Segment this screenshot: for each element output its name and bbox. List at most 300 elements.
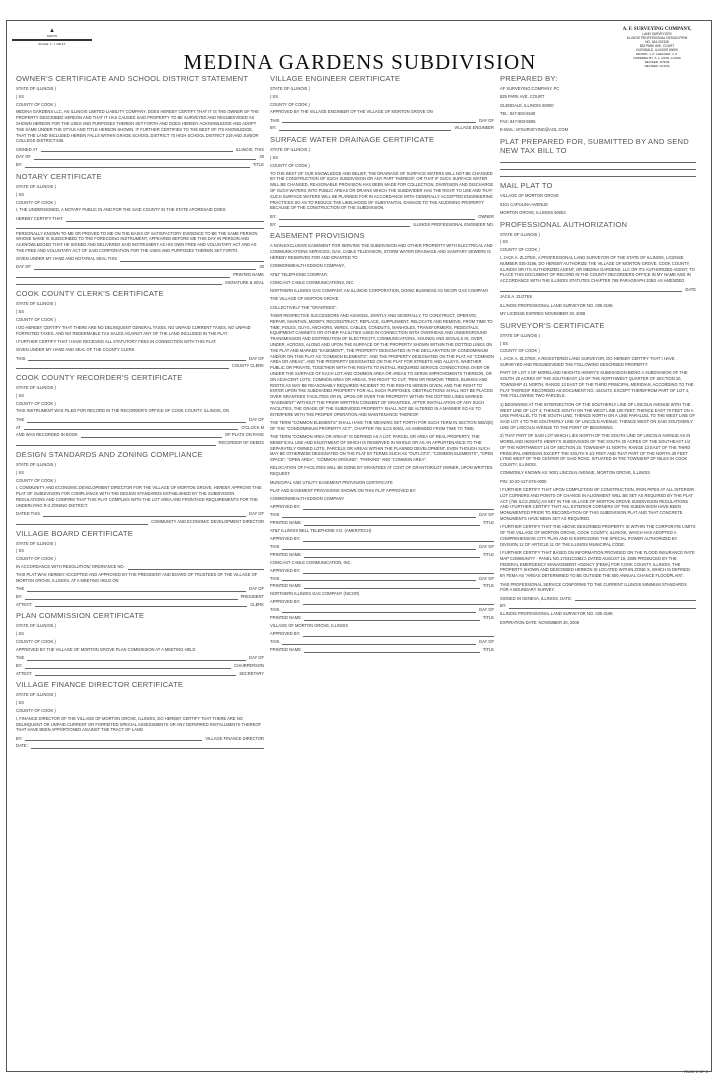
line-label: STATE OF ILLINOIS ) (16, 184, 56, 190)
signature-line (16, 462, 264, 468)
line-caption: DAY OF (479, 638, 494, 644)
signature-line (16, 385, 264, 391)
line-label: SIGNED AT (16, 146, 38, 152)
line-label: COUNTY OF COOK ) (16, 199, 56, 205)
certificate-text: TO THE BEST OF OUR KNOWLEDGE AND BELIEF, THE DRAINAGE OF SURFACE WATERS WILL NOT BE CHANGED BY THE CONSTRUCTION OF SUCH SUBDIVISION OR ANY PART THEREOF, OR THAT IF SUCH SURFACE WATER WILL BE CHANGED, REASONABLE PROVISION HAS BEEN MADE FOR COLLECTION, DIVERSION AND DISCHARGE OF SUCH WATERS INTO PUBLIC AREAS OR DRAINS WHICH THE SUBDIVIDER HAS THE RIGHT TO USE AND THAT SUCH SURFACE WATERS WILL BE PLANNED FOR IN ACCORDANCE WITH GENERALLY ACCEPTED ENGINEERING PRACTICES SO AS TO REDUCE THE LIKELIHOOD OF SUBSTANTIAL DAMAGE TO THE ADJOINING PROPERTY BECAUSE OF THE CONSTRUCTION OF THE SUBDIVISION. (270, 170, 494, 211)
line-label: STATE OF ILLINOIS ) (16, 623, 56, 629)
line-label: THIS (270, 607, 280, 613)
certificate-text: I FURTHER CERTIFY THAT THE ABOVE DESCRIBED PROPERTY IS WITHIN THE CORPORATE LIMITS OF THE VILLAGE OF MORTON GROVE, COOK COUNTY, ILLINOIS, WHICH HAS ADOPTED A COMPREHENSIVE CITY PLAN AND IS EXERCISING THE SPECIAL POWER AUTHORIZED BY DIVISION 12 OF ARTICLE 11 OF THE ILLINOIS MUNICIPAL CODE. (500, 524, 696, 547)
line-label: COUNTY OF COOK ) (16, 101, 56, 107)
certificate-section (16, 529, 264, 608)
certificate-text: COLLECTIVELY THE "GRANTEES". (270, 304, 338, 310)
blank-fill-line (27, 587, 246, 592)
line-label: ) SS (16, 392, 24, 398)
signature-line (270, 639, 494, 645)
blank-fill-line (66, 217, 264, 222)
line-caption: DAY OF (249, 511, 264, 517)
certificate-text: I, JACK A. ZLOTEK, A PROFESSIONAL LAND SURVEYOR OF THE STATE OF ILLINOIS, LICENSE NUMBER 035-3196, DO HEREBY AUTHORIZE THE VILLAGE OF MORTON GROVE, COOK COUNTY, ILLINOIS OR ITS AUTHORIZED AGENT, OR MEDINA GARDENS, LLC OR ITS AUTHORIZED AGENT, TO PLACE THIS DOCUMENT OF RECORD IN THE COUNTY RECORDERS OFFICE IN MY NAME AND IN ACCORDANCE WITH THE ILLINOIS STATUTES CHAPTER 765 PARAGRAPH 205/2 AS AMENDED. (500, 255, 695, 284)
line-label: BY: (270, 221, 277, 227)
north-arrow-icon: ▲ (49, 28, 55, 34)
certificate-text: 6101 CAPULINA AVENUE (500, 201, 548, 207)
signature-line (270, 544, 494, 550)
certificate-text: AT&T TELEPHONE COMPANY, (270, 271, 329, 277)
signature-line (16, 147, 264, 153)
line-label: THE (16, 585, 25, 591)
line-caption: OF PLATS ON PAGE (225, 432, 264, 438)
blank-fill-line (43, 512, 246, 517)
firm-name: A. F. SURVEYING COMPANY, (622, 27, 692, 32)
line-label: THIS (16, 355, 26, 361)
line-label: ) SS (270, 155, 278, 161)
line-label: THIS (270, 117, 280, 123)
signature-line (500, 247, 696, 253)
line-label: COUNTY OF COOK ) (270, 162, 310, 168)
signature-line (500, 287, 696, 293)
certificate-text: I FURTHER CERTIFY THAT I HAVE RECEIVED ALL STATUTORY FEES IN CONNECTION WITH THIS PLAT. (16, 338, 217, 344)
line-label: ) SS (16, 700, 24, 706)
signature-line (16, 671, 264, 677)
signature-line (500, 348, 696, 354)
line-caption: PRINTED NAME (233, 271, 264, 277)
signature-line (16, 631, 264, 637)
blank-fill-line (16, 273, 230, 278)
certificate-text: 825 PARK AVE. COURT (500, 94, 545, 100)
section-title: MAIL PLAT TO (500, 181, 553, 191)
certificate-text: NORTHERN ILLINOIS GAS COMPANY, AN ILLINOIS CORPORATION, DOING BUSINESS AS NICOR GAS COMPANY (270, 288, 489, 294)
line-label: ) SS (500, 239, 508, 245)
line-label: APPROVED BY: (270, 504, 301, 510)
line-caption: RECORDER OF DEEDS (218, 440, 264, 446)
section-title: VILLAGE ENGINEER CERTIFICATE (270, 74, 401, 83)
line-caption: SIGNATURE & SEAL (224, 279, 264, 285)
signature-line (16, 154, 264, 160)
certificate-text: THE TERM "COMMON AREA OR AREAS" IS DEFINED AS A LOT, PARCEL OR AREA OF REAL PROPERTY, THE BENEFICIAL USE AND ENJOYMENT OF WHICH IS RESERVED IN WHOLE OR AS AN APPURTENANCE TO THE SEPARATELY OWNED LOTS, PARCELS OR AREAS WITHIN THE PLANNED DEVELOPMENT, EVEN THOUGH SUCH MAY BE OTHERWISE DESIGNATED ON THE PLAT BY TERMS SUCH AS "OUTLOTS", "COMMON ELEMENTS", "OPEN SPACE", "OPEN AREA", "COMMON GROUND", "PARKING" AND "COMMON AREA". (270, 433, 494, 463)
certificate-text: COMMONWEALTH EDISON COMPANY, (270, 263, 345, 269)
blank-fill-line (35, 671, 236, 676)
signature-line (16, 280, 264, 286)
line-label: DATED THIS (16, 511, 40, 517)
line-caption: TITLE (482, 646, 494, 652)
signature-line (270, 155, 494, 161)
blank-fill-line (31, 744, 264, 749)
firm-info-line: NO. 184-002345 (645, 40, 669, 44)
section-title: OWNER'S CERTIFICATE AND SCHOOL DISTRICT STATEMENT (16, 74, 249, 83)
line-label: PRINTED NAME (270, 583, 301, 589)
line-label: BY: (500, 603, 507, 609)
signature-line (16, 602, 264, 608)
north-label: NORTH (46, 34, 58, 38)
line-caption: DAY OF (249, 655, 264, 660)
certificate-text: RELOCATION OF FACILITIES WILL BE DONE BY GRANTEES AT COST OF GRANTOR/LOT OWNER, UPON WRITTEN REQUEST. (270, 465, 493, 477)
column-middle (270, 70, 494, 657)
line-label: DATE: (16, 743, 28, 749)
certificate-text: I, THE UNDERSIGNED, A NOTARY PUBLIC IN AND FOR THE SAID COUNTY IN THE STATE AFORESAID DOES (16, 207, 226, 213)
line-caption: TITLE (482, 583, 494, 589)
line-label: THIS (270, 638, 280, 644)
certificate-section (270, 231, 494, 652)
line-label: THE (16, 416, 25, 422)
line-label: ) SS (270, 93, 278, 99)
line-caption: TITLE (482, 520, 494, 526)
line-label: BY: (270, 125, 277, 131)
certificate-text: ILLINOIS PROFESSIONAL LAND SURVEYOR NO. 035-3196 (500, 611, 613, 617)
certificate-text: A NON-EXCLUSIVE EASEMENT FOR SERVING THE SUBDIVISION AND OTHER PROPERTY WITH ELECTRICAL AND COMMUNICATIONS SERVICES, GAS, CABLE TELEVISION, STORM WATER DRAINAGE AND SANITARY SEWERS IS HEREBY RESERVED FOR AND GRANTED TO (270, 243, 493, 260)
certificate-section (500, 74, 696, 133)
certificate-text: COMMONLY KNOWN AS: 9001 LINCOLN AVENUE, MORTON GROVE, ILLINOIS (500, 470, 650, 476)
signature-line (16, 102, 264, 108)
signature-line (16, 478, 264, 484)
line-label: PRINTED NAME (270, 615, 301, 621)
section-title: PREPARED BY: (500, 74, 558, 83)
certificate-text: MUNICIPAL AND UTILITY EASEMENT PROVISION CERTIFICATE (270, 479, 393, 485)
signature-line (270, 599, 494, 605)
certificate-text: THEIR RESPECTIVE SUCCESSORS AND ASSIGNS, JOINTLY AND SEVERALLY, TO CONSTRUCT, OPERATE, REPAIR, MAINTAIN, MODIFY, RECONSTRUCT, REPLACE, SUPPLEMENT, RELOCATE AND REMOVE, FROM TIME TO TIME, POLES, GUYS, ANCHORS, WIRES, CABLES, CONDUITS, MANHOLES, TRANSFORMERS, PEDESTALS, EQUIPMENT CABINETS OR OTHER FACILITIES USED IN CONNECTION WITH OVERHEAD AND UNDERGROUND TRANSMISSION AND DISTRIBUTION OF ELECTRICITY, COMMUNICATIONS, SOUNDS AND SIGNALS IN, OVER, UNDER, ACROSS, ALONG AND UPON THE SURFACE OF THE PROPERTY SHOWN WITHIN THE DOTTED LINES ON THE PLAT AND MARKED "EASEMENT", THE PROPERTY DESIGNATED IN THE DECLARATION OF CONDOMINIUM AND/OR ON THIS PLAT AS "COMMON ELEMENTS", AND THE PROPERTY DESIGNATED ON THE PLAT AS "COMMON AREA OR AREAS", AND THE PROPERTY DESIGNATED ON THE PLAT FOR STREETS AND ALLEYS, WHETHER PUBLIC OR PRIVATE, TOGETHER WITH THE RIGHTS TO INSTALL REQUIRED SERVICE CONNECTIONS OVER OR UNDER THE SURFACE OF EACH LOT AND COMMON AREA OR AREAS TO SERVE IMPROVEMENTS THEREON, OR ON ADJACENT LOTS, COMMON AREA OR AREAS, THE RIGHT TO CUT, TRIM OR REMOVE TREES, BUSHES AND ROOTS AS MAY BE REASONABLY REQUIRED INCIDENT TO THE RIGHTS HEREIN GIVEN, AND THE RIGHT TO ENTER UPON THE SUBDIVIDED PROPERTY FOR ALL SUCH PURPOSES. OBSTRUCTIONS SHALL NOT BE PLACED OVER GRANTEES' FACILITIES OR IN, UPON OR OVER THE PROPERTY WITHIN THE DOTTED LINES MARKED "EASEMENT" WITHOUT THE PRIOR WRITTEN CONSENT OF GRANTEES. AFTER INSTALLATION OF ANY SUCH FACILITIES, THE GRADE OF THE SUBDIVIDED PROPERTY SHALL NOT BE ALTERED IN A MANNER SO AS TO INTERFERE WITH THE PROPER OPERATION AND MAINTENANCE THEREOF. (270, 313, 494, 417)
certificate-text: I FURTHER CERTIFY THAT BASED ON INFORMATION PROVIDED ON THE FLOOD INSURANCE RATE MAP COMMUNITY - PANEL NO.17031C0382J, DATED AUGUST 19, 2008 PRODUCED BY THE FEDERAL EMERGENCY MANAGEMENT AGENCY (FEMA) FOR COOK COUNTY, ILLINOIS, THE PROPERTY SHOWN AND DESCRIBED HEREON IS LOCATED WITHIN ZONE X, WHICH IS DEFINED BY FEMA AS "AREAS DETERMINED TO BE OUTSIDE THE 500 ANNUAL CHANCE FLOODPLAIN". (500, 550, 695, 579)
signature-line (270, 214, 494, 220)
line-caption: 20 (259, 154, 264, 160)
line-label: BY: (16, 593, 23, 599)
signature-line (16, 700, 264, 706)
line-label: STATE OF ILLINOIS ) (16, 301, 56, 307)
line-label: ATTEST: (16, 601, 33, 607)
blank-fill-line (304, 521, 480, 526)
line-label: STATE OF ILLINOIS ) (270, 147, 310, 153)
line-caption: DAY OF (249, 416, 264, 422)
section-title: SURFACE WATER DRAINAGE CERTIFICATE (270, 135, 435, 145)
signature-line (16, 401, 264, 407)
signature-line (16, 94, 264, 100)
section-title: NOTARY CERTIFICATE (16, 172, 102, 182)
line-label: COUNTY OF COOK ) (16, 400, 56, 406)
line-caption: ILLINOIS, THIS (235, 146, 264, 152)
blank-fill-line (16, 520, 148, 525)
line-caption: O'CLOCK M (241, 424, 264, 430)
signature-line (500, 172, 696, 177)
certificate-section (16, 172, 264, 285)
line-label: COUNTY OF COOK ) (16, 477, 56, 483)
signature-line (270, 102, 494, 108)
line-caption: OWNER (478, 213, 494, 219)
line-label: PRINTED NAME (270, 551, 301, 557)
signature-line (270, 615, 494, 621)
line-label: PRINTED NAME (270, 520, 301, 526)
signature-line (16, 736, 264, 742)
blank-fill-line (28, 356, 246, 361)
blank-fill-line (282, 608, 476, 613)
blank-fill-line (34, 265, 257, 270)
line-label: THIS (270, 543, 280, 549)
certificate-section (16, 373, 264, 446)
line-label: COUNTY OF COOK ) (16, 556, 56, 562)
scale-bar (12, 39, 92, 41)
line-label: BY: (16, 735, 23, 741)
line-label: STATE OF ILLINOIS ) (16, 461, 56, 467)
sheet-number: PAGE 2 OF 2 (683, 1069, 708, 1074)
line-label: ) SS (500, 340, 508, 346)
section-title: PLAT PREPARED FOR, SUBMITTED BY AND SEND NEW TAX BILL TO (500, 137, 689, 156)
line-label: GIVEN UNDER MY HAND AND NOTARIAL SEAL THIS (16, 256, 117, 262)
line-label: APPROVED BY: (270, 599, 301, 605)
certificate-text: THIS PLAT WAS HEREBY ACCEPTED AND APPROVED BY THE PRESIDENT AND BOARD OF TRUSTEES OF THE VILLAGE OF MORTON GROVE, ILLINOIS, AT A MEETING HELD ON (16, 571, 258, 583)
line-label: COUNTY OF COOK ) (16, 317, 56, 323)
blank-fill-line (25, 736, 202, 741)
line-caption: DAY OF (479, 512, 494, 518)
blank-fill-line (500, 165, 696, 170)
certificate-text: THE TERM "COMMON ELEMENTS" SHALL HAVE THE MEANING SET FORTH FOR SUCH TERM IN SECTION 605/2(E) OF THE "CONDOMINIUM PROPERTY ACT", CHAPTER 765 ILCS 605/2, AS AMENDED FROM TIME TO TIME. (270, 419, 494, 431)
line-caption: VILLAGE FINANCE DIRECTOR (205, 735, 264, 741)
line-label: ) SS (16, 548, 24, 554)
line-label: STATE OF ILLINOIS ) (16, 692, 56, 698)
blank-fill-line (81, 433, 222, 438)
line-caption: 20 (259, 264, 264, 270)
section-title: PLAN COMMISSION CERTIFICATE (16, 611, 145, 621)
firm-info-line: GLENDALE, ILLINOIS 60000 (636, 48, 678, 52)
signature-line (16, 200, 264, 206)
blank-fill-line (16, 364, 229, 369)
line-caption: TITLE (482, 615, 494, 621)
section-title: VILLAGE BOARD CERTIFICATE (16, 528, 133, 538)
line-label: BY: (16, 662, 23, 668)
line-label: ) SS (16, 469, 24, 475)
certificate-text: I, JACK A. ZLOTEK, A REGISTERED LAND SURVEYOR, DO HEREBY CERTIFY THAT I HAVE SURVEYED AND RESUBDIVIDED THE FOLLOWING DESCRIBED PROPERTY: (500, 356, 675, 367)
certificate-text: FAX: 847-803-5596 (500, 119, 536, 125)
certificate-text: EXPIRATION DATE: NOVEMBER 30, 2008 (500, 619, 580, 625)
firm-revision-row: REVISED: 11/9/09 (644, 60, 670, 64)
line-label: COUNTY OF COOK ) (270, 101, 310, 107)
line-label: AND WAS RECORDED IN BOOK (16, 432, 78, 438)
signature-line (270, 118, 494, 124)
line-caption: VILLAGE ENGINEER (454, 125, 494, 131)
line-label: STATE OF ILLINOIS ) (16, 86, 56, 91)
blank-fill-line (34, 155, 257, 160)
blank-fill-line (282, 513, 476, 518)
certificate-text: I DO HEREBY CERTIFY THAT THERE ARE NO DELINQUENT GENERAL TAXES, NO UNPAID CURRENT TAXES, NO UNPAID FORFEITED TAXES, AND NO REDEEMABLE TAX SALES AGAINST ANY OF THE LAND INCLUDED IN THE PLAT. (16, 324, 251, 336)
blank-fill-line (279, 215, 475, 220)
blank-fill-line (282, 576, 476, 581)
signature-line (270, 86, 494, 92)
signature-line (16, 519, 264, 525)
line-label: STATE OF ILLINOIS ) (500, 332, 540, 338)
section-title: EASEMENT PROVISIONS (270, 231, 365, 241)
line-label: COUNTY OF COOK ) (500, 348, 540, 354)
certificate-text: APPROVED BY THE VILLAGE ENGINEER OF THE VILLAGE OF MORTON GROVE ON (270, 109, 433, 115)
signature-line (16, 301, 264, 307)
signature-line (16, 425, 264, 431)
certificate-text: MEDINA GARDENS LLC, AN ILLINOIS LIMITED LIABILITY COMPANY, DOES HEREBY CERTIFY THAT IT IS THE OWNER OF THE PROPERTY DESCRIBED HEREON AND THAT IT HAS CAUSED SAID PROPERTY TO BE SURVEYED AND RESUBDIVIDED AS SHOWN HEREON FOR THE USES AND PURPOSES THEREIN SET FORTH AND DOES HEREBY ACKNOWLEDGE AND ADOPT THE SAME UNDER THE STYLE AND TITLE HEREON SHOWN. IT FURTHER CERTIFIES TO THE BEST OF ITS KNOWLEDGE, THAT THE LAND INCLUDED HEREIN FALLS WITHIN GRADE SCHOOL DISTRICT 70 HIGH SCHOOL DISTRICT 219 AND JUNIOR COLLEGE DISTRICT 535. (16, 109, 259, 144)
line-caption: DAY OF (479, 543, 494, 549)
signature-line (16, 586, 264, 592)
certificate-text: THE VILLAGE OF MORTON GROVE (270, 296, 339, 302)
signature-line (16, 224, 264, 229)
signature-line (270, 520, 494, 526)
signature-line (16, 708, 264, 714)
signature-line (16, 541, 264, 547)
certificate-text: GLENDALE, ILLINOIS 60000 (500, 102, 554, 108)
line-label: SIGNED IN GENEVA, ILLINOIS, DATE: (500, 595, 572, 601)
line-label: ATTEST: (16, 670, 33, 676)
certificate-text: I, FINANCE DIRECTOR OF THE VILLAGE OF MORTON GROVE, ILLINOIS, DO HEREBY CERTIFY THAT THERE ARE NO DELINQUENT OR UNPAID CURRENT OR FORFEITED SPECIAL ASSESSMENTS OR ANY DEFERRED INSTALLMENTS THEREOF THAT HAVE BEEN APPORTIONED AGAINST THE TRACT OF LAND (16, 715, 262, 733)
signature-line (16, 256, 264, 262)
certificate-text: PERSONALLY KNOWN TO ME OR PROVED TO ME ON THE BASIS OF SATISFACTORY EVIDENCE TO BE THE SAME PERSON WHOSE NAME IS SUBSCRIBED TO THE FOREGOING INSTRUMENT, APPEARED BEFORE ME THIS DAY IN PERSON AND ACKNOWLEDGED THAT HE SIGNED AND DELIVERED SAID INSTRUMENT AS HIS OWN FREE AND VOLUNTARY ACT AND AS THE FREE AND VOLUNTARY ACT OF SAID CORPORATION FOR THE USES AND PURPOSES THEREIN SET FORTH. (16, 230, 258, 253)
blank-fill-line (500, 287, 682, 292)
column-right (500, 70, 696, 629)
line-label: THIS (270, 512, 280, 518)
firm-revision-row: REVISED: 12/1/09 (644, 64, 670, 68)
firm-revision-row: ORDERED BY: A. L. DATE: 11/2/09 (633, 56, 681, 60)
line-label: STATE OF ILLINOIS ) (16, 540, 56, 546)
certificate-section (270, 135, 494, 227)
signature-line (500, 165, 696, 170)
certificate-text: E-MAIL: AFSURVEYING@AOL.COM (500, 127, 569, 133)
line-label: STATE OF ILLINOIS ) (270, 86, 310, 91)
signature-line (16, 556, 264, 562)
certificate-text: I, COMMUNITY AND ECONOMIC DEVELOPMENT DIRECTOR FOR THE VILLAGE OF MORTON GROVE, HEREBY APPROVE THIS PLAT OF SUBDIVISION FOR COMPLIANCE WITH THE DESIGN STANDARDS ESTABLISHED BY THE SUBDIVISION REGULATIONS AND CONFIRM THAT THIS PLAT COMPLIES WITH THE LOT AREA AND FRONTAGE REQUIREMENTS FOR THE UNDERLYING R-2 ZONING DISTRICT. (16, 485, 262, 508)
signature-line (500, 333, 696, 339)
line-caption: CHAIRPERSON (233, 662, 264, 668)
blank-fill-line (282, 118, 476, 123)
line-label: DAY OF (16, 264, 31, 270)
blank-fill-line (24, 425, 238, 430)
blank-fill-line (16, 441, 216, 446)
north-arrow-scale (12, 28, 92, 46)
line-label: ) SS (16, 93, 24, 99)
signature-line (500, 158, 696, 163)
signature-line (16, 393, 264, 399)
certificate-text: COMMONWEALTH EDISON COMPANY (270, 496, 345, 502)
signature-line (270, 631, 494, 637)
scale-label: SCALE: 1" = 100 FT (38, 42, 66, 46)
certificate-section (16, 74, 264, 168)
section-title: COOK COUNTY RECORDER'S CERTIFICATE (16, 373, 183, 383)
signature-line (270, 125, 494, 131)
certificate-text: I FURTHER CERTIFY THAT UPON COMPLETION OF CONSTRUCTION, IRON PIPES AT ALL INTERIOR LOT CORNERS AND POINTS OF CHANGE IN ALIGNMENT WILL BE SET AS REQUIRED BY THE PLAT ACT (765 ILCS 205/1) AS SET IN THE VILLAGE OF MORTON GROVE SUBDIVISION REGULATIONS AND I FURTHER CERTIFY THAT ALL EXTERIOR CORNERS OF THE SUBDIVISION HAVE BEEN MONUMENTED PRIOR TO RECORDATION OF THIS SUBDIVISION PLAT AND THAT CONCRETE MONUMENTS HAVE BEEN SET AS REQUIRED. (500, 487, 694, 522)
certificate-text: 1) BEGINNING AT THE INTERSECTION OF THE SOUTHERLY LINE OF LINCOLN AVENUE WITH THE WEST LINE OF LOT 4; THENCE SOUTH ON THE WEST LINE 100 FEET; THENCE EAST 70 FEET ON A LINE PARALLEL TO THE SOUTH LINE; THENCE NORTH ON A LINE PARALLEL TO THE WEST LINE OF SAID LOT 4 TO THE SOUTHERLY LINE OF LINCOLN AVENUE; THENCE WEST ON SAID SOUTHERLY LINE OF LINCOLN AVENUE TO THE POINT OF BEGINNING. (500, 401, 695, 430)
line-caption: TITLE (252, 162, 264, 168)
blank-fill-line (279, 222, 410, 227)
blank-fill-line (35, 602, 247, 607)
signature-line (16, 511, 264, 517)
blank-fill-line (279, 126, 451, 131)
certificate-text: COMCAST CABLE COMMUNICATION, INC. (270, 559, 352, 565)
signature-line (16, 432, 264, 438)
blank-fill-line (41, 147, 233, 152)
line-label: COUNTY OF COOK ) (500, 247, 540, 253)
section-title: SURVEYOR'S CERTIFICATE (500, 320, 605, 330)
signature-line (16, 470, 264, 476)
blank-fill-line (500, 172, 696, 177)
section-title: VILLAGE FINANCE DIRECTOR CERTIFICATE (16, 680, 184, 690)
page-title: MEDINA GARDENS SUBDIVISION (183, 50, 537, 74)
blank-fill-line (303, 505, 494, 510)
line-label: APPROVED BY: (270, 536, 301, 542)
certificate-text: NORTHERN ILLINOIS GAS COMPANY (NICOR) (270, 591, 360, 597)
signature-line (270, 576, 494, 582)
blank-fill-line (16, 280, 222, 285)
signature-line (16, 743, 264, 749)
signature-line (500, 603, 696, 609)
blank-fill-line (303, 600, 494, 605)
line-label: ) SS (16, 631, 24, 637)
certificate-text: THIS INSTRUMENT WAS FILED FOR RECORD IN THE RECORDER'S OFFICE OF COOK COUNTY, ILLINOIS, ON (16, 408, 230, 414)
signature-line (500, 232, 696, 238)
line-caption: DATE (685, 286, 696, 292)
certificate-section (500, 321, 696, 626)
signature-line (270, 222, 494, 228)
signature-line (270, 568, 494, 574)
line-caption: ILLINOIS PROFESSIONAL ENGINEER NO. (413, 221, 494, 227)
line-label: ) SS (16, 191, 24, 197)
certificate-text: VILLAGE OF MORTON GROVE (500, 193, 559, 199)
blank-fill-line (304, 616, 480, 621)
line-caption: DAY OF (249, 585, 264, 591)
line-label: STATE OF ILLINOIS ) (500, 231, 540, 237)
signature-line (270, 94, 494, 100)
line-label: APPROVED BY: (270, 567, 301, 573)
line-label: DAY OF (16, 154, 31, 160)
blank-fill-line (304, 584, 480, 589)
signature-line (270, 647, 494, 653)
line-label: AT (16, 424, 21, 430)
line-caption: TITLE (482, 551, 494, 557)
line-label: BY: (270, 213, 277, 219)
blank-fill-line (303, 537, 494, 542)
firm-info-line: ILLINOIS PROFESSIONAL DESIGN FIRM (626, 36, 688, 40)
blank-fill-line (303, 569, 494, 574)
certificate-text: PIN: 10-20-127-076-0000 (500, 478, 547, 484)
certificate-section (500, 220, 696, 317)
line-caption: DAY OF (479, 117, 494, 123)
line-caption: DAY OF (479, 607, 494, 613)
line-caption: SECRETARY (239, 670, 264, 676)
section-title: DESIGN STANDARDS AND ZONING COMPLIANCE (16, 449, 203, 459)
blank-fill-line (27, 418, 246, 423)
blank-fill-line (509, 604, 696, 609)
signature-line (16, 363, 264, 369)
blank-fill-line (282, 545, 476, 550)
signature-line (16, 663, 264, 669)
signature-line (16, 440, 264, 446)
certificate-text: 2) THAT PART OF SAID LOT WHICH LIES NORTH OF THE SOUTH LINE OF LINCOLN AVENUE AS IN MORELAND HEIGHTS HENRY'S SUBDIVISION OF THE SOUTH 20 ACRES OF THE SOUTHEAST 1/4 OF THE NORTHWEST 1/4 OF SECTION 20, TOWNSHIP 41 NORTH, RANGE 13 EAST OF THE THIRD PRINCIPAL MERIDIAN EXCEPT THE SOUTH 9 1/2 FEET AND THAT PART OF THE NORTH 30 FEET LYING WEST OF THE CENTER OF SAID ROAD, SITUATED IN THE TOWNSHIP OF NILES IN COOK COUNTY, ILLINOIS. (500, 433, 691, 468)
certificate-section (16, 289, 264, 369)
certificate-text: PLAT AND EASEMENT PROVISIONS SHOWN ON THIS PLAT APPROVED BY: (270, 487, 417, 493)
line-label: THIS (270, 575, 280, 581)
certificate-text: JACK A. ZLOTEK (500, 294, 533, 300)
signature-line (16, 356, 264, 362)
blank-fill-line (16, 224, 264, 229)
line-label: APPROVED BY: (270, 631, 301, 637)
blank-fill-line (25, 664, 231, 669)
line-label: ) SS (16, 309, 24, 315)
signature-line (270, 512, 494, 518)
line-label: STATE OF ILLINOIS ) (16, 385, 56, 391)
signature-line (16, 692, 264, 698)
signature-line (500, 239, 696, 245)
line-label: PRINTED NAME (270, 646, 301, 652)
firm-info-line: LAND SURVEYORS (642, 32, 672, 36)
signature-line (270, 607, 494, 613)
line-caption: COUNTY CLERK (232, 363, 264, 369)
line-label: BY: (16, 162, 23, 168)
certificate-text: COMCAST CABLE COMMUNICATIONS, INC. (270, 279, 355, 285)
firm-revision-row: DRAWN: J. Z. CHECKED: J. Z. (636, 52, 678, 56)
signature-line (16, 417, 264, 423)
signature-line (270, 583, 494, 589)
section-title: PROFESSIONAL AUTHORIZATION (500, 219, 628, 229)
signature-line (270, 536, 494, 542)
signature-line (16, 272, 264, 278)
signature-line (16, 548, 264, 554)
line-caption: COMMUNITY AND ECONOMIC DEVELOPMENT DIRECTOR (151, 518, 264, 524)
